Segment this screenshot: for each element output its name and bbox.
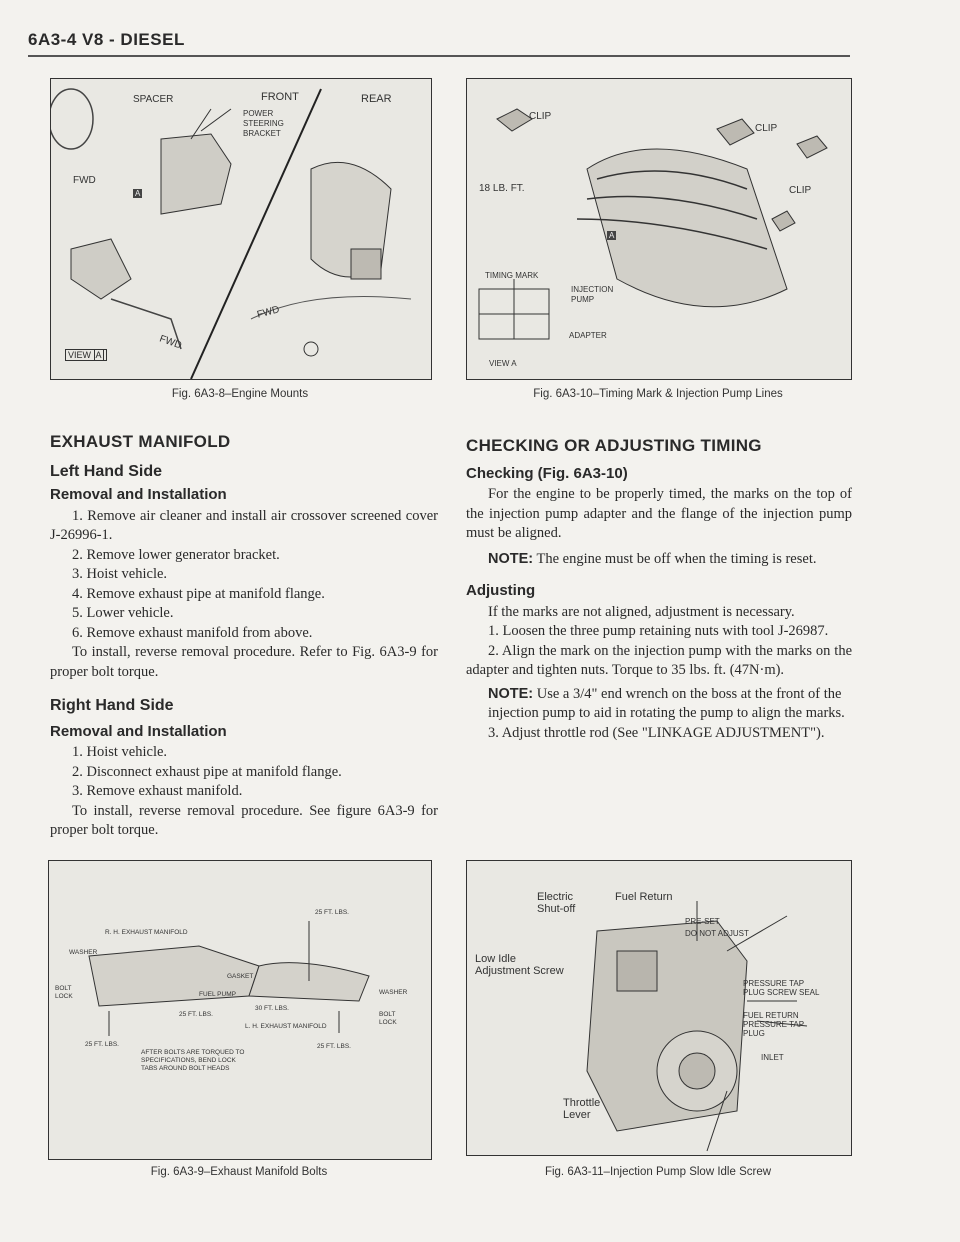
checking-adjusting-heading: CHECKING OR ADJUSTING TIMING xyxy=(466,436,762,455)
adjusting-heading: Adjusting xyxy=(466,582,536,599)
right-text-column xyxy=(466,436,852,743)
torque-30-label: 30 FT. LBS. xyxy=(255,1005,289,1012)
rear-label: REAR xyxy=(361,93,392,105)
exhaust-manifold-bolts-figure xyxy=(48,860,432,1160)
torque-25-d: 25 FT. LBS. xyxy=(317,1043,351,1050)
view-letter: A xyxy=(95,350,102,360)
bolt-lock-label-right: BOLT LOCK xyxy=(379,1011,397,1026)
right-hand-side-heading: Right Hand Side xyxy=(50,697,174,714)
rh-install-note: To install, reverse removal procedure. See figure 6A3-9 for proper bolt torque. xyxy=(50,802,438,838)
note-2 xyxy=(488,685,852,724)
fig-6a3-8-caption: Fig. 6A3-8–Engine Mounts xyxy=(171,388,309,400)
fuel-pump-label: FUEL PUMP xyxy=(199,991,236,998)
torque-label: 18 LB. FT. xyxy=(479,183,525,194)
removal-installation-heading-2: Removal and Installation xyxy=(50,722,227,740)
note-1-text: The engine must be off when the timing is reset. xyxy=(533,550,817,567)
lh-step-5: 5. Lower vehicle. xyxy=(72,605,174,621)
note-1 xyxy=(488,550,852,570)
lh-install-note: To install, reverse removal procedure. Refer to Fig. 6A3-9 for proper bolt torque. xyxy=(50,644,438,680)
left-text-column xyxy=(50,432,438,841)
engine-mounts-drawing xyxy=(51,79,431,379)
fwd-label-2: FWD xyxy=(157,333,183,352)
marker-a-2: A xyxy=(609,231,615,240)
pressure-tap-label: PRESSURE TAP PLUG SCREW SEAL xyxy=(743,979,820,997)
adjusting-intro: If the marks are not aligned, adjustment is necessary. xyxy=(488,603,795,620)
rh-step-2: 2. Disconnect exhaust pipe at manifold flange. xyxy=(72,763,342,780)
bolt-lock-label-left: BOLT LOCK xyxy=(55,985,73,1000)
washer-label-left: WASHER xyxy=(69,949,98,956)
note-1-label: NOTE: xyxy=(488,550,534,567)
electric-shutoff-label: Electric Shut-off xyxy=(537,891,576,915)
checking-heading: Checking (Fig. 6A3-10) xyxy=(466,464,628,482)
inlet-label: INLET xyxy=(761,1053,784,1062)
rh-manifold-label: R. H. EXHAUST MANIFOLD xyxy=(105,929,188,936)
adjust-step-2: 2. Align the mark on the injection pump with the marks on the adapter and tighten nuts. Torque to 35 lbs. ft. (47N·m). xyxy=(466,642,852,678)
torque-25-b: 25 FT. LBS. xyxy=(179,1011,213,1018)
lh-step-6: 6. Remove exhaust manifold from above. xyxy=(72,624,313,641)
injection-pump-figure xyxy=(466,860,852,1156)
lh-step-1: 1. Remove air cleaner and install air crossover screened cover J-26996-1. xyxy=(50,507,438,543)
rh-step-3: 3. Remove exhaust manifold. xyxy=(72,783,243,799)
bend-lock-tabs-note: AFTER BOLTS ARE TORQUED TO SPECIFICATIONS, BEND LOCK TABS AROUND BOLT HEADS xyxy=(141,1049,245,1072)
fig-6a3-9-caption: Fig. 6A3-9–Exhaust Manifold Bolts xyxy=(150,1166,328,1178)
timing-mark-drawing xyxy=(467,79,851,379)
exhaust-manifold-heading: EXHAUST MANIFOLD xyxy=(50,432,231,451)
engine-mounts-figure xyxy=(50,78,432,380)
lh-step-2: 2. Remove lower generator bracket. xyxy=(72,546,280,563)
spacer-label: SPACER xyxy=(133,94,174,105)
torque-25-a: 25 FT. LBS. xyxy=(315,909,349,916)
gasket-label: GASKET xyxy=(227,973,254,980)
torque-25-c: 25 FT. LBS. xyxy=(85,1041,119,1048)
fig-6a3-10-caption: Fig. 6A3-10–Timing Mark & Injection Pump Lines xyxy=(533,388,783,400)
fig-6a3-11-caption: Fig. 6A3-11–Injection Pump Slow Idle Screw xyxy=(544,1166,772,1178)
header-rule xyxy=(28,55,850,57)
adapter-label: ADAPTER xyxy=(569,331,607,340)
throttle-lever-label: Throttle Lever xyxy=(563,1097,601,1121)
injection-pump-drawing xyxy=(467,861,851,1155)
lh-manifold-label: L. H. EXHAUST MANIFOLD xyxy=(245,1023,327,1030)
note-2-label: NOTE: xyxy=(488,685,534,702)
rh-step-1: 1. Hoist vehicle. xyxy=(72,744,168,760)
adjust-step-1: 1. Loosen the three pump retaining nuts with tool J-26987. xyxy=(488,623,829,639)
marker-a-1: A xyxy=(135,189,141,198)
fuel-return-tap-label: FUEL RETURN PRESSURE TAP PLUG xyxy=(743,1011,805,1038)
view-a-label: VIEW A xyxy=(489,359,517,368)
fwd-label-1: FWD xyxy=(73,175,96,186)
low-idle-screw-label: Low Idle Adjustment Screw xyxy=(475,953,564,977)
clip-label-2: CLIP xyxy=(755,123,778,134)
front-label: FRONT xyxy=(261,91,299,103)
left-hand-side-heading: Left Hand Side xyxy=(50,462,163,480)
fuel-return-label: Fuel Return xyxy=(615,891,673,903)
view-a-box xyxy=(65,349,107,361)
clip-label-3: CLIP xyxy=(789,185,812,196)
injection-pump-label: INJECTION PUMP xyxy=(571,285,614,304)
power-steering-label: POWER STEERING BRACKET xyxy=(243,109,284,138)
fwd-label-3: FWD xyxy=(255,304,281,321)
washer-label-right: WASHER xyxy=(379,989,408,996)
timing-mark-label: TIMING MARK xyxy=(485,271,539,280)
clip-label-1: CLIP xyxy=(529,111,552,122)
timing-mark-figure xyxy=(466,78,852,380)
lh-step-3: 3. Hoist vehicle. xyxy=(72,566,168,582)
note-2-text: Use a 3/4" end wrench on the boss at the front of the injection pump to aid in rotating the pump to align the marks. xyxy=(488,685,845,721)
removal-installation-heading-1: Removal and Installation xyxy=(50,486,227,503)
preset-label: PRE-SET DO NOT ADJUST xyxy=(685,917,749,938)
page-header: 6A3-4 V8 - DIESEL xyxy=(28,30,185,49)
exhaust-manifold-drawing xyxy=(49,861,431,1159)
lh-step-4: 4. Remove exhaust pipe at manifold flange. xyxy=(72,585,325,602)
checking-paragraph: For the engine to be properly timed, the marks on the top of the injection pump adapter and the flange of the injection pump must be aligned. xyxy=(466,486,852,541)
view-label: VIEW xyxy=(68,350,92,360)
adjust-step-3: 3. Adjust throttle rod (See "LINKAGE ADJUSTMENT"). xyxy=(488,724,825,741)
